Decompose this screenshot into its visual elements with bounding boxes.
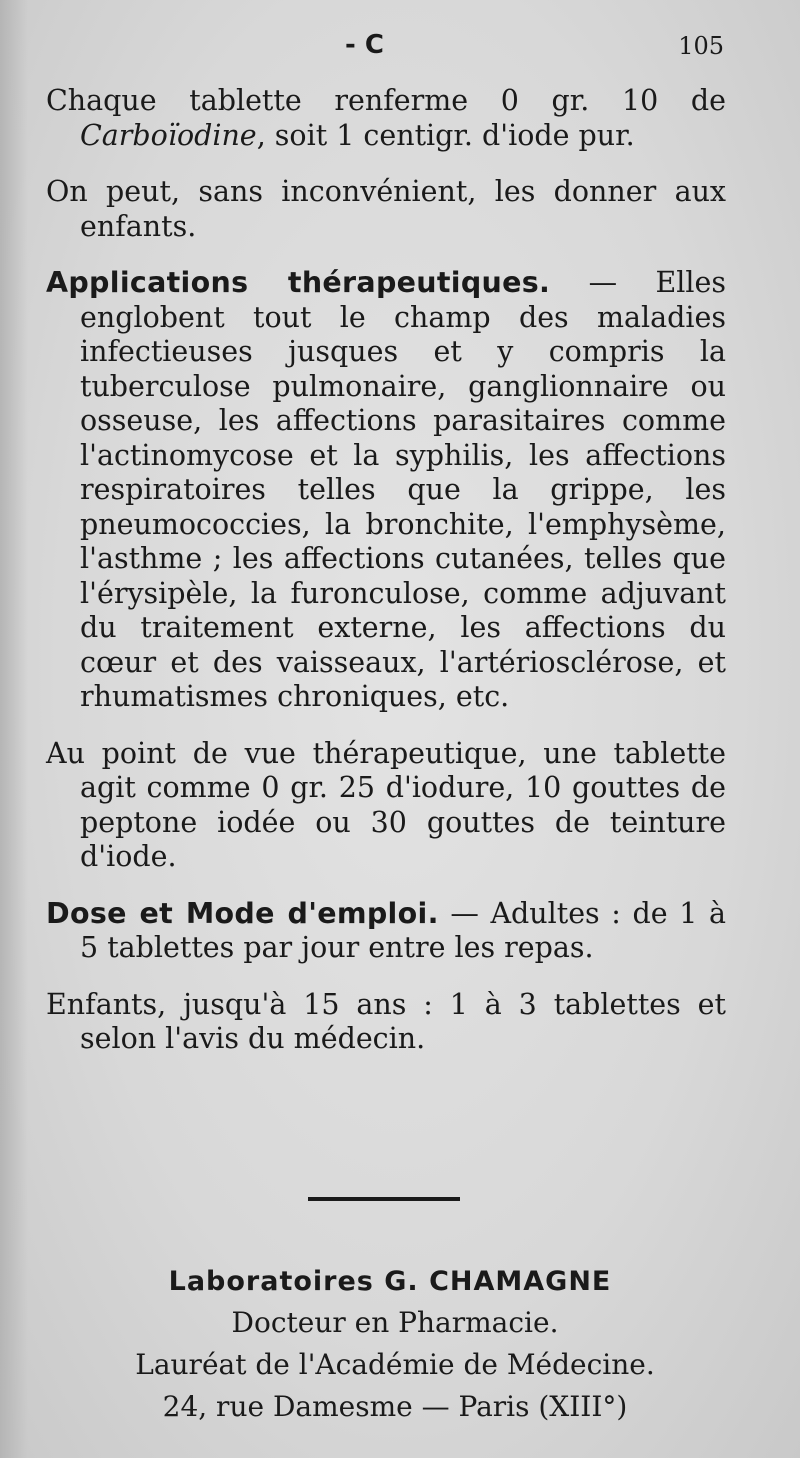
laboratory-award: Lauréat de l'Académie de Médecine. [135,1348,655,1381]
paragraph-applications [46,266,726,715]
paragraph-children-dosage: Enfants, jusqu'à 15 ans : 1 à 3 tablettes et selon l'avis du médecin. [46,987,726,1055]
paragraph-therapeutic-equivalence: Au point de vue thérapeutique, une tablette agit comme 0 gr. 25 d'iodure, 10 gouttes de peptone iodée ou 30 gouttes de teinture d'iode. [46,736,726,873]
carboiodine-term: Carboïodine [80,118,257,152]
page-number: 105 [678,32,724,60]
paragraph-composition-text: Chaque tablette renferme 0 gr. 10 de [46,84,726,117]
paragraph-composition-end: , soit 1 centigr. d'iode pur. [256,118,635,152]
section-letter: - C [345,30,384,60]
body-text [46,84,726,1057]
applications-heading: Applications thérapeutiques. [46,266,551,299]
dosage-heading: Dose et Mode d'emploi. [46,896,439,930]
laboratory-title: Docteur en Pharmacie. [231,1306,559,1339]
paragraph-dosage [46,897,726,966]
separator-rule [308,1197,460,1201]
laboratory-address: 24, rue Damesme — Paris (XIII°) [162,1390,628,1423]
laboratory-name: Laboratoires G. CHAMAGNE [168,1266,612,1297]
laboratory-block [0,1262,800,1428]
page-header [0,30,800,66]
page-spine-shadow [0,0,28,1458]
paragraph-composition [46,84,726,153]
paragraph-children: On peut, sans inconvénient, les donner aux enfants. [46,175,726,243]
dosage-body: — Adultes : de 1 à 5 tablettes par jour entre les repas. [80,896,726,964]
applications-body: — Elles englobent tout le champ des maladies infectieuses jusques et y compris la tuberculose pulmonaire, ganglionnaire ou osseuse, les affections parasitaires comme l'actinomycose et la syphilis, les affections respiratoires telles que la grippe, les pneumococcies, la bronchite, l'emphysème, l'asthme ; les affections cutanées, telles que l'érysipèle, la furonculose, comme adjuvant du traitement externe, les affections du cœur et des vaisseaux, l'artériosclérose, et rhumatismes chroniques, etc. [80,266,726,713]
